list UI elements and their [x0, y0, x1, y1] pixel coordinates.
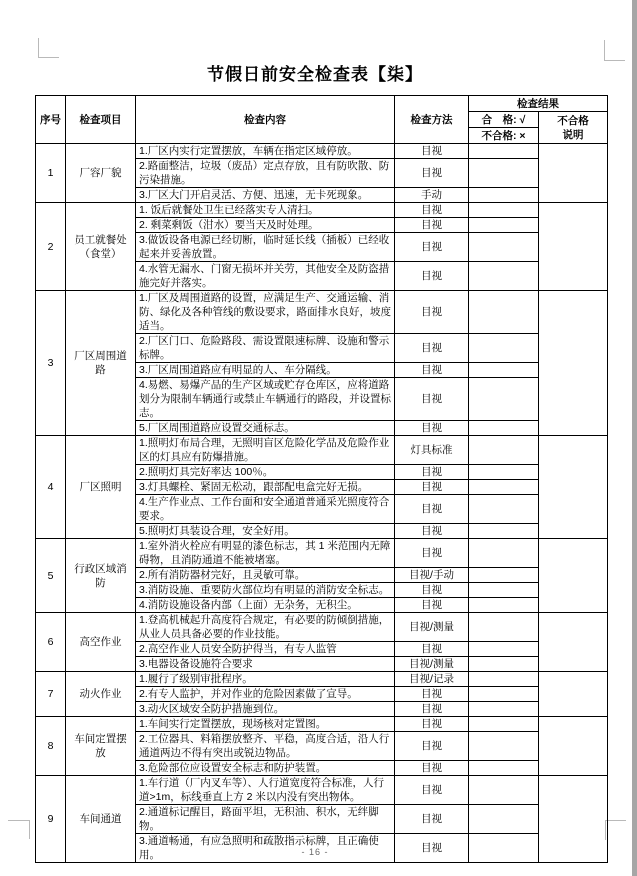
inspection-content-cell: 3.通道畅通，有应急照明和疏散指示标牌，且正确使用。 [136, 834, 395, 863]
text-boundary-mark-top-left [38, 38, 59, 58]
inspection-content-cell: 2.厂区门口、危险路段、需设置限速标牌、设施和警示标牌。 [136, 334, 395, 363]
inspection-method-cell: 目视 [395, 218, 469, 233]
inspection-item-cell: 高空作业 [66, 613, 136, 672]
pass-fail-result-cell [469, 687, 539, 702]
serial-number-cell: 4 [36, 436, 66, 539]
inspection-method-cell: 目视 [395, 465, 469, 480]
page-title: 节假日前安全检查表【柒】 [207, 65, 423, 84]
fail-explanation-cell [539, 203, 608, 291]
inspection-content-cell: 3.电器设备设施符合要求 [136, 657, 395, 672]
pass-fail-result-cell [469, 583, 539, 598]
pass-fail-result-cell [469, 218, 539, 233]
inspection-method-cell: 目视 [395, 291, 469, 334]
inspection-content-cell: 3.消防设施、重要防火部位均有明显的消防安全标志。 [136, 583, 395, 598]
pass-fail-result-cell [469, 568, 539, 583]
inspection-item-cell: 厂区周围道路 [66, 291, 136, 436]
pass-fail-result-cell [469, 776, 539, 805]
inspection-content-cell: 4.水管无漏水、门窗无损坏并关劳，其他安全及防盗措施完好并落实。 [136, 262, 395, 291]
inspection-method-cell: 目视/测量 [395, 613, 469, 642]
inspection-method-cell: 目视 [395, 805, 469, 834]
header-inspection-item: 检查项目 [66, 96, 136, 144]
inspection-content-cell: 2.工位器具、料箱摆放整齐、平稳，高度合适，沿人行通道两边不得有突出或锐边物品。 [136, 732, 395, 761]
inspection-method-cell: 目视 [395, 702, 469, 717]
inspection-content-cell: 2.有专人监护，并对作业的危险因素做了宣导。 [136, 687, 395, 702]
inspection-content-cell: 3.做饭设备电源已经切断，临时延长线（插板）已经收起来并妥善放置。 [136, 233, 395, 262]
table-header [36, 96, 608, 144]
inspection-method-cell: 目视 [395, 598, 469, 613]
table-row [36, 203, 608, 218]
inspection-method-cell: 目视 [395, 687, 469, 702]
fail-explanation-cell [539, 291, 608, 436]
inspection-method-cell: 目视 [395, 233, 469, 262]
inspection-content-cell: 3.危险部位应设置安全标志和防护装置。 [136, 761, 395, 776]
table-row [36, 144, 608, 159]
serial-number-cell: 5 [36, 539, 66, 613]
pass-fail-result-cell [469, 188, 539, 203]
inspection-item-cell: 车间定置摆放 [66, 717, 136, 776]
inspection-method-cell: 目视 [395, 421, 469, 436]
inspection-content-cell: 3.动火区域安全防护措施到位。 [136, 702, 395, 717]
inspection-content-cell: 5.照明灯具装设合理，安全好用。 [136, 524, 395, 539]
pass-fail-result-cell [469, 436, 539, 465]
inspection-method-cell: 目视 [395, 262, 469, 291]
fail-explanation-cell [539, 144, 608, 203]
pass-fail-result-cell [469, 262, 539, 291]
text-boundary-mark-bottom-left [8, 820, 30, 839]
table-row [36, 672, 608, 687]
fail-explanation-cell [539, 539, 608, 613]
header-fail-explanation-line2: 说明 [562, 128, 584, 141]
pass-fail-result-cell [469, 465, 539, 480]
inspection-method-cell: 目视 [395, 363, 469, 378]
serial-number-cell: 1 [36, 144, 66, 203]
page-edge-strip [632, 0, 637, 876]
inspection-item-cell: 员工就餐处（食堂） [66, 203, 136, 291]
inspection-content-cell: 4.易燃、易爆产品的生产区域或贮存仓库区，应将道路划分为限制车辆通行或禁止车辆通行的路段，并设置标志。 [136, 378, 395, 421]
inspection-content-cell: 5.厂区周围道路应设置交通标志。 [136, 421, 395, 436]
inspection-content-cell: 1.照明灯布局合理，无照明盲区危险化学品及危险作业区的灯具应有防爆措施。 [136, 436, 395, 465]
header-row-1 [36, 96, 608, 112]
serial-number-cell: 6 [36, 613, 66, 672]
inspection-content-cell: 1.履行了级别审批程序。 [136, 672, 395, 687]
table-row [36, 436, 608, 465]
inspection-method-cell: 目视 [395, 776, 469, 805]
pass-fail-result-cell [469, 732, 539, 761]
pass-fail-result-cell [469, 203, 539, 218]
inspection-content-cell: 1.厂区内实行定置摆放，车辆在指定区域停放。 [136, 144, 395, 159]
table-row [36, 539, 608, 568]
inspection-method-cell: 目视 [395, 583, 469, 598]
inspection-item-cell: 厂容厂貌 [66, 144, 136, 203]
serial-number-cell: 7 [36, 672, 66, 717]
pass-fail-result-cell [469, 159, 539, 188]
inspection-method-cell: 目视/测量 [395, 657, 469, 672]
inspection-method-cell: 目视 [395, 159, 469, 188]
header-inspection-method: 检查方法 [395, 96, 469, 144]
inspection-content-cell: 2.路面整洁，垃圾（废品）定点存放，且有防吹散、防污染措施。 [136, 159, 395, 188]
inspection-content-cell: 4.消防设施设备内部（上面）无杂务，无积尘。 [136, 598, 395, 613]
inspection-method-cell: 目视 [395, 203, 469, 218]
inspection-method-cell: 目视 [395, 480, 469, 495]
serial-number-cell: 2 [36, 203, 66, 291]
pass-fail-result-cell [469, 717, 539, 732]
inspection-content-cell: 2.通道标记醒目，路面平坦，无积油、积水，无绊脚物。 [136, 805, 395, 834]
inspection-content-cell: 1.车间实行定置摆放，现场核对定置图。 [136, 717, 395, 732]
inspection-method-cell: 目视 [395, 495, 469, 524]
table-body [36, 144, 608, 863]
inspection-content-cell: 2.照明灯具完好率达 100％。 [136, 465, 395, 480]
inspection-content-cell: 3.厂区周围道路应有明显的人、车分隔线。 [136, 363, 395, 378]
header-inspection-content: 检查内容 [136, 96, 395, 144]
inspection-method-cell: 目视 [395, 539, 469, 568]
inspection-method-cell: 目视 [395, 732, 469, 761]
safety-checklist-table [35, 95, 608, 863]
inspection-method-cell: 灯具标准 [395, 436, 469, 465]
page-number: - 16 - [301, 847, 329, 857]
inspection-content-cell: 1. 饭后就餐处卫生已经落实专人清扫。 [136, 203, 395, 218]
inspection-item-cell: 行政区域消防 [66, 539, 136, 613]
pass-fail-result-cell [469, 613, 539, 642]
pass-fail-result-cell [469, 642, 539, 657]
inspection-content-cell: 4.生产作业点、工作台面和安全通道普通采光照度符合要求。 [136, 495, 395, 524]
inspection-content-cell: 1.室外消火栓应有明显的漆色标志，其 1 米范围内无障碍物，且消防通道不能被堵塞。 [136, 539, 395, 568]
text-boundary-mark-bottom-right [605, 820, 626, 840]
text-boundary-mark-top-right [604, 40, 625, 61]
header-pass-mark: 合 格: √ [469, 112, 539, 128]
pass-fail-result-cell [469, 144, 539, 159]
pass-fail-result-cell [469, 805, 539, 834]
inspection-method-cell: 目视 [395, 761, 469, 776]
inspection-content-cell: 2.高空作业人员安全防护得当，有专人监管 [136, 642, 395, 657]
inspection-method-cell: 目视 [395, 378, 469, 421]
inspection-method-cell: 目视 [395, 144, 469, 159]
pass-fail-result-cell [469, 657, 539, 672]
serial-number-cell: 8 [36, 717, 66, 776]
inspection-content-cell: 1.厂区及周围道路的设置，应满足生产、交通运输、消防、绿化及各种管线的敷设要求，路面排水良好，坡度适当。 [136, 291, 395, 334]
table-row [36, 291, 608, 334]
header-inspection-result: 检查结果 [469, 96, 608, 112]
inspection-item-cell: 厂区照明 [66, 436, 136, 539]
inspection-item-cell: 车间通道 [66, 776, 136, 863]
pass-fail-result-cell [469, 363, 539, 378]
inspection-content-cell: 3.厂区大门开启灵活、方便、迅速，无卡死现象。 [136, 188, 395, 203]
inspection-content-cell: 1.登高机械起升高度符合规定，有必要的防倾倒措施，从业人员具备必要的作业技能。 [136, 613, 395, 642]
inspection-method-cell: 目视 [395, 717, 469, 732]
inspection-method-cell: 目视 [395, 524, 469, 539]
inspection-method-cell: 目视/手动 [395, 568, 469, 583]
pass-fail-result-cell [469, 598, 539, 613]
table-row [36, 717, 608, 732]
header-fail-mark: 不合格: × [469, 128, 539, 144]
pass-fail-result-cell [469, 291, 539, 334]
fail-explanation-cell [539, 613, 608, 672]
pass-fail-result-cell [469, 233, 539, 262]
inspection-content-cell: 2.所有消防器材完好，且灵敏可靠。 [136, 568, 395, 583]
inspection-method-cell: 手动 [395, 188, 469, 203]
pass-fail-result-cell [469, 672, 539, 687]
inspection-method-cell: 目视 [395, 334, 469, 363]
fail-explanation-cell [539, 672, 608, 717]
pass-fail-result-cell [469, 495, 539, 524]
serial-number-cell: 3 [36, 291, 66, 436]
pass-fail-result-cell [469, 539, 539, 568]
pass-fail-result-cell [469, 761, 539, 776]
inspection-content-cell: 2. 剩菜剩饭（泔水）要当天及时处理。 [136, 218, 395, 233]
pass-fail-result-cell [469, 378, 539, 421]
inspection-content-cell: 3.灯具螺栓、紧固无松动，跟部配电盒完好无损。 [136, 480, 395, 495]
pass-fail-result-cell [469, 334, 539, 363]
serial-number-cell: 9 [36, 776, 66, 863]
inspection-method-cell: 目视 [395, 642, 469, 657]
header-fail-explanation-line1: 不合格 [557, 114, 589, 127]
header-serial-number: 序号 [36, 96, 66, 144]
inspection-content-cell: 1.车行道（厂内叉车等）、人行道宽度符合标准，人行道>1m，标线垂直上方 2 米以内没有突出物体。 [136, 776, 395, 805]
pass-fail-result-cell [469, 524, 539, 539]
table-row [36, 613, 608, 642]
fail-explanation-cell [539, 436, 608, 539]
pass-fail-result-cell [469, 421, 539, 436]
inspection-method-cell: 目视/记录 [395, 672, 469, 687]
pass-fail-result-cell [469, 480, 539, 495]
fail-explanation-cell [539, 717, 608, 776]
table-row [36, 776, 608, 805]
inspection-method-cell: 目视 [395, 834, 469, 863]
inspection-item-cell: 动火作业 [66, 672, 136, 717]
header-fail-explanation [539, 112, 608, 144]
pass-fail-result-cell [469, 702, 539, 717]
